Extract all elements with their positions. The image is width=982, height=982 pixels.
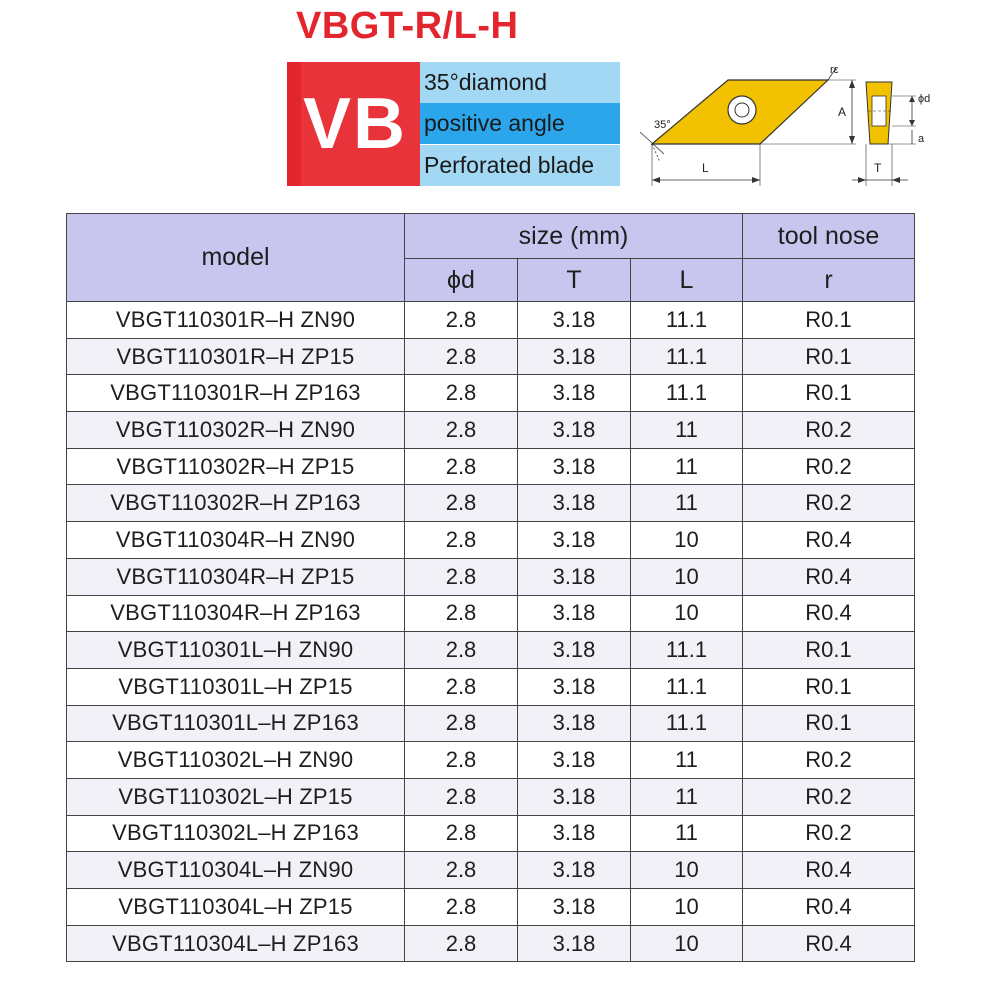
cell-T: 3.18 — [518, 852, 631, 889]
cell-T: 3.18 — [518, 338, 631, 375]
cell-d: 2.8 — [405, 815, 518, 852]
cell-d: 2.8 — [405, 852, 518, 889]
cell-d: 2.8 — [405, 778, 518, 815]
cell-d: 2.8 — [405, 302, 518, 339]
cell-d: 2.8 — [405, 595, 518, 632]
spec-table-body — [67, 302, 915, 962]
cell-d: 2.8 — [405, 558, 518, 595]
cell-r: R0.2 — [743, 815, 915, 852]
cell-d: 2.8 — [405, 522, 518, 559]
cell-r: R0.2 — [743, 485, 915, 522]
cell-model: VBGT110302R–H ZP15 — [67, 448, 405, 485]
header-T: T — [518, 259, 631, 302]
table-row — [67, 558, 915, 595]
cell-r: R0.1 — [743, 338, 915, 375]
cell-r: R0.1 — [743, 705, 915, 742]
cell-model: VBGT110304L–H ZN90 — [67, 852, 405, 889]
cell-L: 11.1 — [631, 302, 743, 339]
cell-T: 3.18 — [518, 485, 631, 522]
header-r: r — [743, 259, 915, 302]
cell-T: 3.18 — [518, 889, 631, 926]
cell-L: 11 — [631, 448, 743, 485]
table-row — [67, 485, 915, 522]
table-row — [67, 632, 915, 669]
cell-r: R0.2 — [743, 448, 915, 485]
cell-model: VBGT110301R–H ZP15 — [67, 338, 405, 375]
cell-model: VBGT110301L–H ZP15 — [67, 668, 405, 705]
cell-r: R0.1 — [743, 375, 915, 412]
header-size: size (mm) — [405, 214, 743, 259]
cell-T: 3.18 — [518, 632, 631, 669]
feature-diamond: 35°diamond — [420, 62, 620, 103]
table-row — [67, 412, 915, 449]
cell-d: 2.8 — [405, 889, 518, 926]
cell-d: 2.8 — [405, 668, 518, 705]
cell-model: VBGT110301L–H ZP163 — [67, 705, 405, 742]
table-row — [67, 815, 915, 852]
cell-L: 11 — [631, 742, 743, 779]
feature-positive-angle: positive angle — [420, 103, 620, 144]
cell-L: 10 — [631, 558, 743, 595]
cell-L: 11.1 — [631, 705, 743, 742]
vb-badge-code: VB — [302, 84, 408, 164]
cell-T: 3.18 — [518, 302, 631, 339]
cell-d: 2.8 — [405, 925, 518, 962]
table-row — [67, 705, 915, 742]
cell-model: VBGT110301R–H ZN90 — [67, 302, 405, 339]
dim-T-label: T — [874, 161, 882, 175]
cell-L: 11.1 — [631, 338, 743, 375]
cell-T: 3.18 — [518, 705, 631, 742]
cell-T: 3.18 — [518, 522, 631, 559]
table-row — [67, 742, 915, 779]
cell-model: VBGT110301L–H ZN90 — [67, 632, 405, 669]
page-title: VBGT-R/L-H — [296, 5, 519, 47]
cell-model: VBGT110304R–H ZP163 — [67, 595, 405, 632]
cell-L: 10 — [631, 852, 743, 889]
cell-L: 11.1 — [631, 668, 743, 705]
cell-T: 3.18 — [518, 815, 631, 852]
cell-d: 2.8 — [405, 448, 518, 485]
cell-L: 10 — [631, 925, 743, 962]
table-row — [67, 338, 915, 375]
table-row — [67, 852, 915, 889]
cell-model: VBGT110302R–H ZP163 — [67, 485, 405, 522]
cell-r: R0.2 — [743, 412, 915, 449]
header-d: ϕd — [405, 259, 518, 302]
cell-T: 3.18 — [518, 778, 631, 815]
cell-L: 11 — [631, 485, 743, 522]
table-row — [67, 522, 915, 559]
cell-T: 3.18 — [518, 925, 631, 962]
cell-T: 3.18 — [518, 448, 631, 485]
dim-a-label: a — [918, 133, 925, 145]
cell-r: R0.2 — [743, 778, 915, 815]
cell-L: 10 — [631, 889, 743, 926]
cell-model: VBGT110302L–H ZP15 — [67, 778, 405, 815]
cell-L: 10 — [631, 595, 743, 632]
dim-d-label: ϕd — [918, 93, 930, 105]
table-row — [67, 375, 915, 412]
cell-d: 2.8 — [405, 412, 518, 449]
cell-model: VBGT110304L–H ZP163 — [67, 925, 405, 962]
cell-model: VBGT110302L–H ZN90 — [67, 742, 405, 779]
cell-r: R0.2 — [743, 742, 915, 779]
cell-d: 2.8 — [405, 742, 518, 779]
cell-d: 2.8 — [405, 485, 518, 522]
cell-r: R0.4 — [743, 522, 915, 559]
table-row — [67, 302, 915, 339]
table-row — [67, 668, 915, 705]
table-row — [67, 925, 915, 962]
cell-T: 3.18 — [518, 558, 631, 595]
cell-T: 3.18 — [518, 595, 631, 632]
header-L: L — [631, 259, 743, 302]
insert-hole — [728, 96, 756, 124]
cell-T: 3.18 — [518, 412, 631, 449]
cell-r: R0.1 — [743, 668, 915, 705]
cell-model: VBGT110304R–H ZN90 — [67, 522, 405, 559]
insert-diagram — [630, 62, 930, 192]
cell-r: R0.4 — [743, 595, 915, 632]
cell-L: 10 — [631, 522, 743, 559]
radius-label: rε — [830, 64, 839, 77]
dim-A-label: A — [838, 105, 847, 119]
cell-d: 2.8 — [405, 632, 518, 669]
table-row — [67, 889, 915, 926]
spec-table — [66, 213, 915, 962]
header-model: model — [67, 214, 405, 302]
cell-model: VBGT110301R–H ZP163 — [67, 375, 405, 412]
cell-L: 11 — [631, 815, 743, 852]
cell-model: VBGT110302L–H ZP163 — [67, 815, 405, 852]
cell-L: 11 — [631, 412, 743, 449]
cell-r: R0.4 — [743, 852, 915, 889]
angle-label: 35° — [654, 119, 671, 131]
cell-L: 11.1 — [631, 632, 743, 669]
table-row — [67, 595, 915, 632]
cell-d: 2.8 — [405, 338, 518, 375]
feature-perforated: Perforated blade — [420, 145, 620, 186]
cell-model: VBGT110302R–H ZN90 — [67, 412, 405, 449]
cell-r: R0.4 — [743, 889, 915, 926]
cell-d: 2.8 — [405, 705, 518, 742]
table-row — [67, 778, 915, 815]
cell-L: 11.1 — [631, 375, 743, 412]
cell-r: R0.4 — [743, 925, 915, 962]
cell-model: VBGT110304R–H ZP15 — [67, 558, 405, 595]
dim-L-label: L — [702, 161, 709, 175]
cell-T: 3.18 — [518, 668, 631, 705]
cell-T: 3.18 — [518, 742, 631, 779]
cell-r: R0.1 — [743, 302, 915, 339]
cell-r: R0.4 — [743, 558, 915, 595]
header-tool-nose: tool nose — [743, 214, 915, 259]
cell-T: 3.18 — [518, 375, 631, 412]
cell-L: 11 — [631, 778, 743, 815]
table-row — [67, 448, 915, 485]
cell-d: 2.8 — [405, 375, 518, 412]
cell-r: R0.1 — [743, 632, 915, 669]
cell-model: VBGT110304L–H ZP15 — [67, 889, 405, 926]
